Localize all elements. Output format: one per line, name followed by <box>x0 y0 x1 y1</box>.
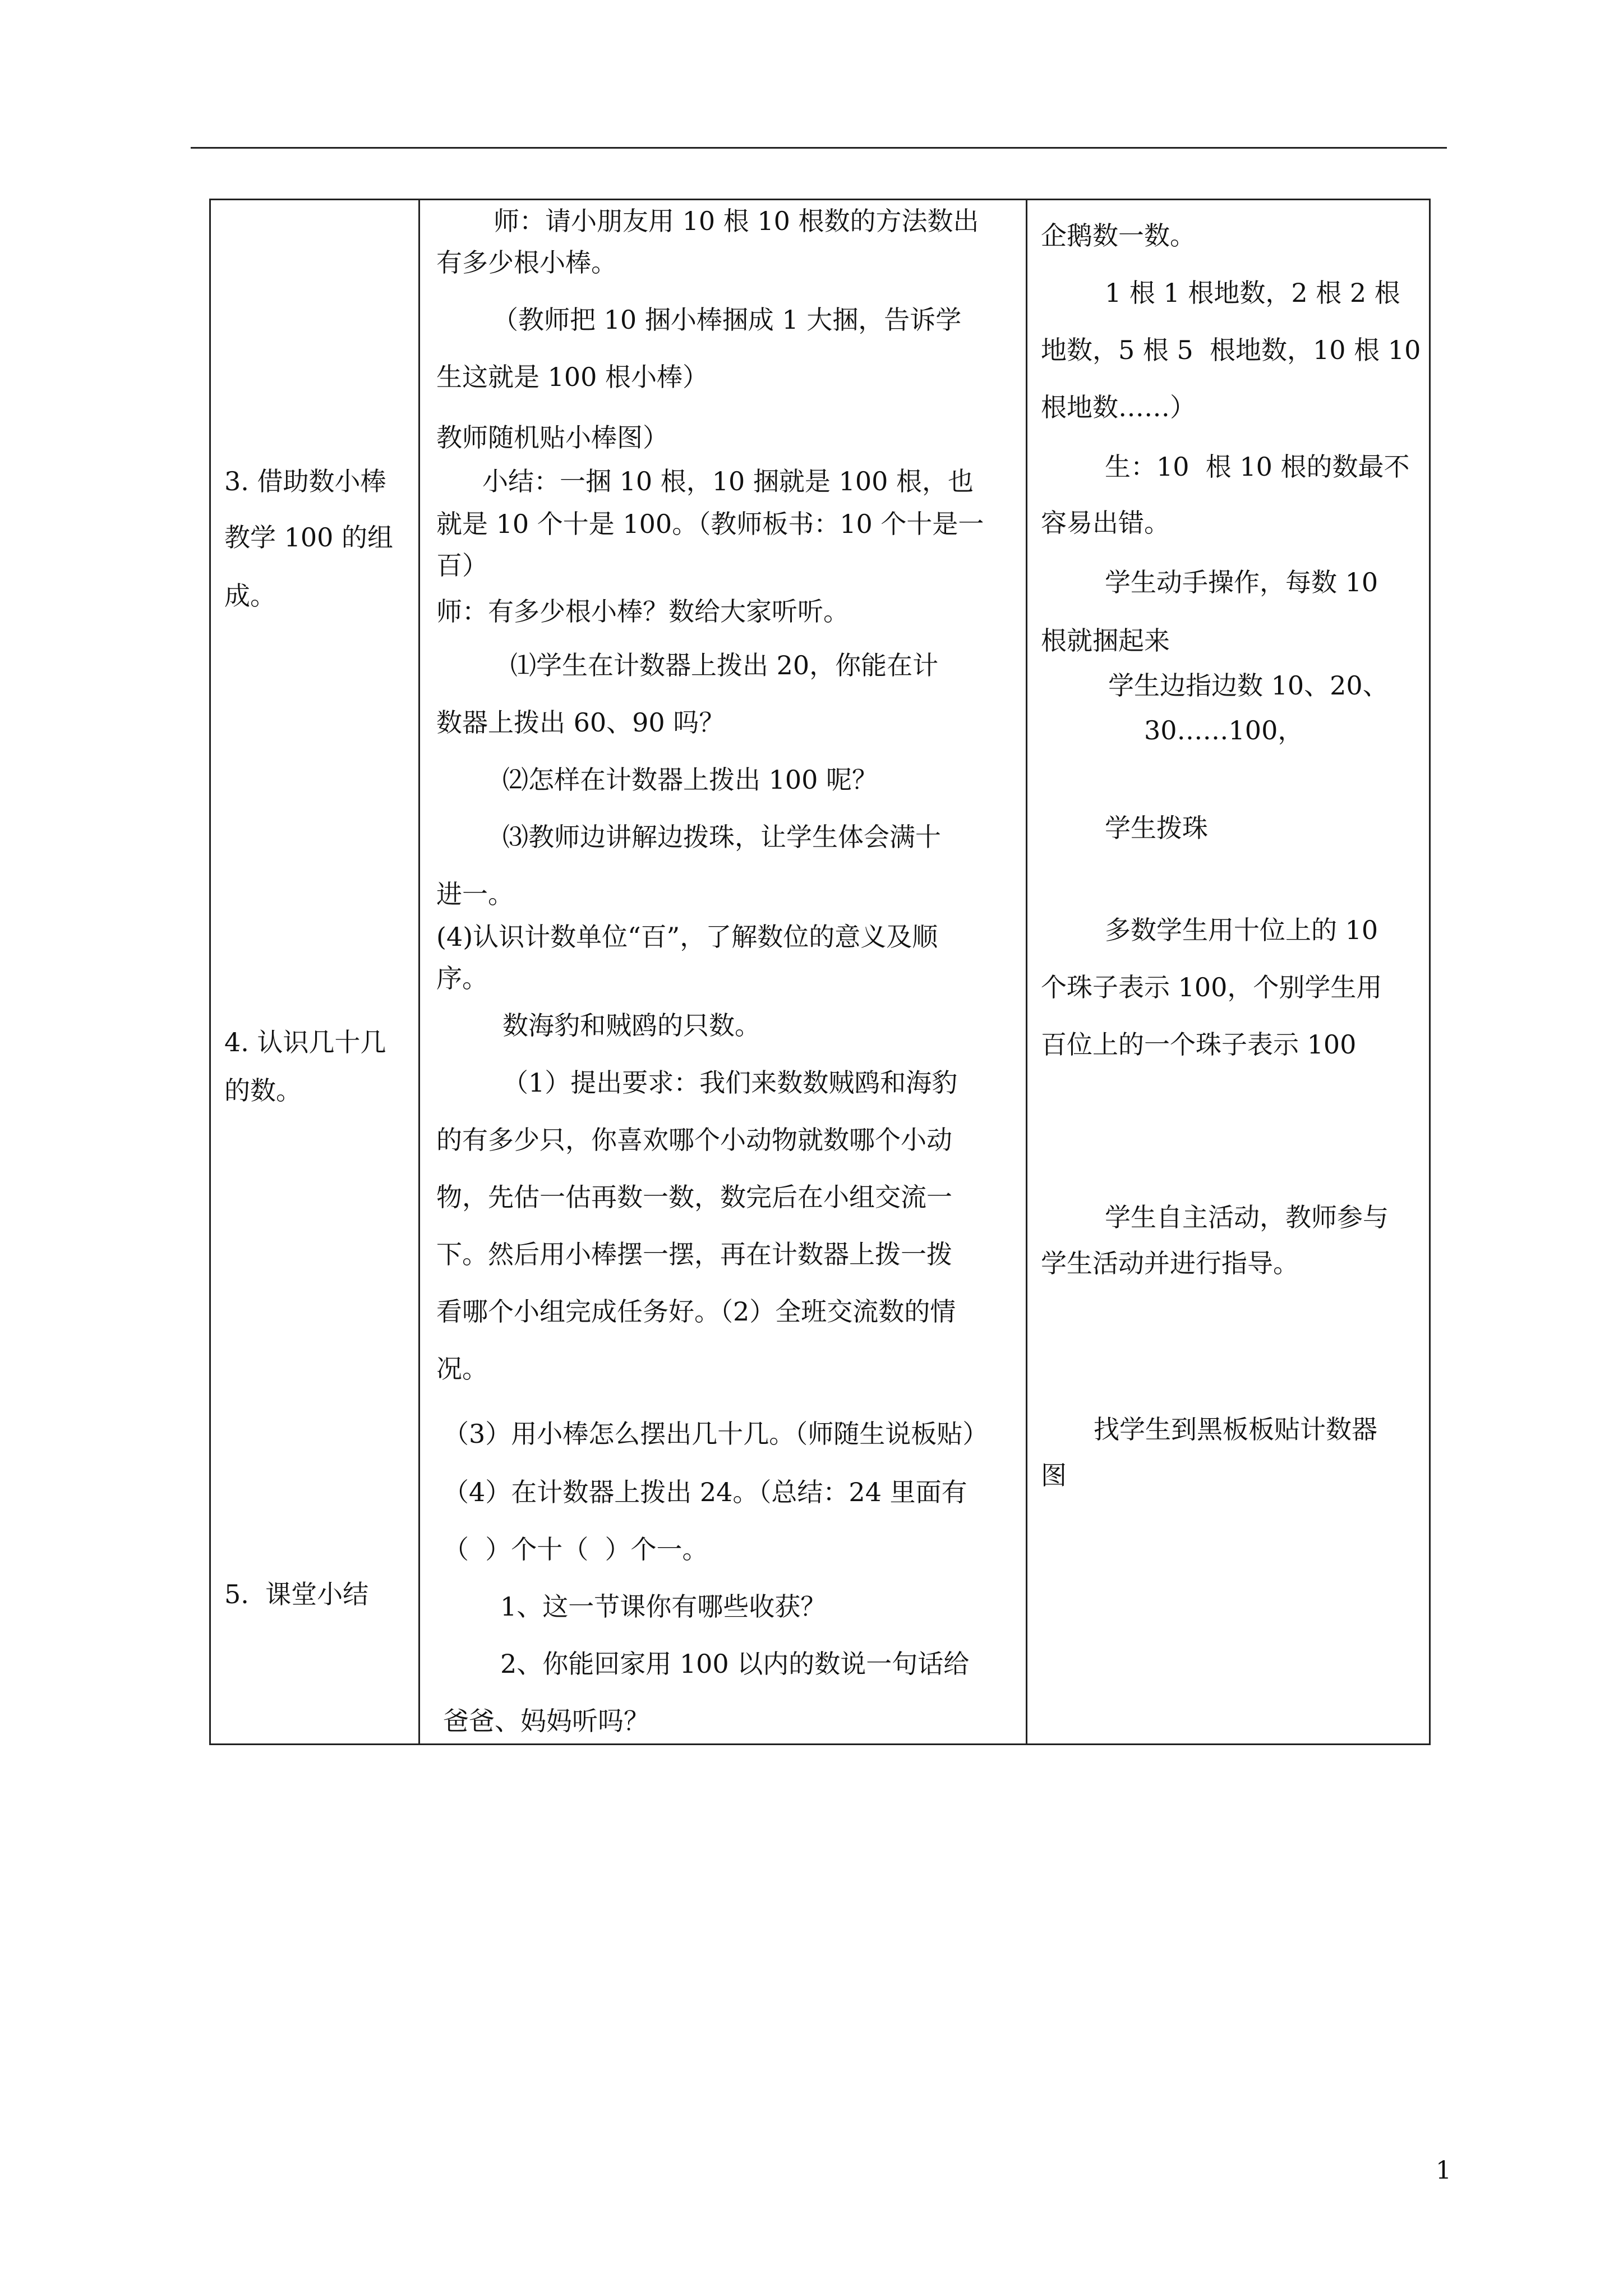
teacher-line: 下。然后用小棒摆一摆，再在计数器上拨一拨 <box>436 1239 952 1269</box>
page-number: 1 <box>1436 2156 1451 2185</box>
student-line: 根就捆起来 <box>1041 625 1170 656</box>
teacher-line: 1、这一节课你有哪些收获？ <box>500 1591 827 1622</box>
student-line: 百位上的一个珠子表示 100 <box>1041 1029 1357 1060</box>
teacher-line: （ ）个十（ ）个一。 <box>443 1534 708 1565</box>
teacher-line: ⑵怎样在计数器上拨出 100 呢？ <box>502 765 878 795</box>
column-divider <box>1026 200 1027 1743</box>
stage-label: 4. 认识几十几 <box>224 1027 386 1057</box>
teacher-line: 序。 <box>436 963 488 993</box>
teacher-line: 看哪个小组完成任务好。（2）全班交流数的情 <box>436 1296 956 1327</box>
teacher-line: （教师把 10 捆小棒捆成 1 大捆，告诉学 <box>492 305 962 335</box>
teacher-line: 师：请小朋友用 10 根 10 根数的方法数出 <box>494 206 979 236</box>
teacher-line: 师：有多少根小棒？数给大家听听。 <box>436 596 849 627</box>
teacher-line: 教师随机贴小棒图） <box>436 422 668 453</box>
teacher-line: （3）用小棒怎么摆出几十几。（师随生说板贴） <box>443 1419 989 1449</box>
teacher-line: 数海豹和贼鸥的只数。 <box>502 1010 760 1041</box>
student-line: 多数学生用十位上的 10 <box>1105 915 1378 945</box>
teacher-line: (4)认识计数单位“百”，了解数位的意义及顺 <box>436 922 938 952</box>
teacher-line: （1）提出要求：我们来数数贼鸥和海豹 <box>502 1068 958 1098</box>
student-line: 企鹅数一数。 <box>1041 220 1196 251</box>
student-line: 1 根 1 根地数，2 根 2 根 <box>1105 278 1400 308</box>
teacher-line: 生这就是 100 根小棒） <box>436 362 709 392</box>
teacher-line: 的有多少只，你喜欢哪个小动物就数哪个小动 <box>436 1125 952 1155</box>
student-line: 学生拨珠 <box>1105 813 1208 843</box>
student-line: 生：10 根 10 根的数最不 <box>1105 452 1410 482</box>
stage-label: 3. 借助数小棒 <box>224 466 386 496</box>
student-line: 容易出错。 <box>1041 508 1170 538</box>
student-line: 地数，5 根 5 根地数，10 根 10 <box>1041 335 1421 365</box>
teacher-line: 2、你能回家用 100 以内的数说一句话给 <box>500 1649 970 1679</box>
teacher-line: （4）在计数器上拨出 24。（总结：24 里面有 <box>443 1477 967 1507</box>
teacher-line: 爸爸、妈妈听吗？ <box>443 1706 649 1736</box>
student-line: 根地数……） <box>1041 392 1196 422</box>
header-rule <box>191 147 1447 149</box>
teacher-line: 小结：一捆 10 根，10 捆就是 100 根，也 <box>482 466 974 496</box>
stage-label: 成。 <box>224 581 276 611</box>
student-line: 学生活动并进行指导。 <box>1041 1248 1299 1278</box>
teacher-line: 就是 10 个十是 100。（教师板书：10 个十是一 <box>436 509 984 539</box>
column-divider <box>418 200 420 1743</box>
student-line: 学生动手操作，每数 10 <box>1105 567 1378 597</box>
student-line: 找学生到黑板板贴计数器 <box>1094 1414 1377 1444</box>
student-line: 个珠子表示 100，个别学生用 <box>1041 972 1382 1002</box>
stage-label: 5. 课堂小结 <box>224 1579 369 1609</box>
student-line: 学生边指边数 10、20、 <box>1108 670 1389 701</box>
teacher-line: 物，先估一估再数一数，数完后在小组交流一 <box>436 1182 952 1212</box>
teacher-line: 有多少根小棒。 <box>436 247 617 278</box>
stage-label: 的数。 <box>224 1075 302 1106</box>
teacher-line: 百） <box>436 550 488 581</box>
teacher-line: 进一。 <box>436 879 514 909</box>
teacher-line: ⑶教师边讲解边拨珠，让学生体会满十 <box>502 822 941 852</box>
student-line: 学生自主活动，教师参与 <box>1105 1202 1389 1232</box>
stage-label: 教学 100 的组 <box>224 522 394 553</box>
teacher-line: ⑴学生在计数器上拨出 20，你能在计 <box>510 650 939 680</box>
teacher-line: 数器上拨出 60、90 吗？ <box>436 707 725 738</box>
student-line: 图 <box>1041 1460 1067 1490</box>
student-line: 30……100， <box>1144 715 1304 746</box>
teacher-line: 况。 <box>436 1354 488 1384</box>
